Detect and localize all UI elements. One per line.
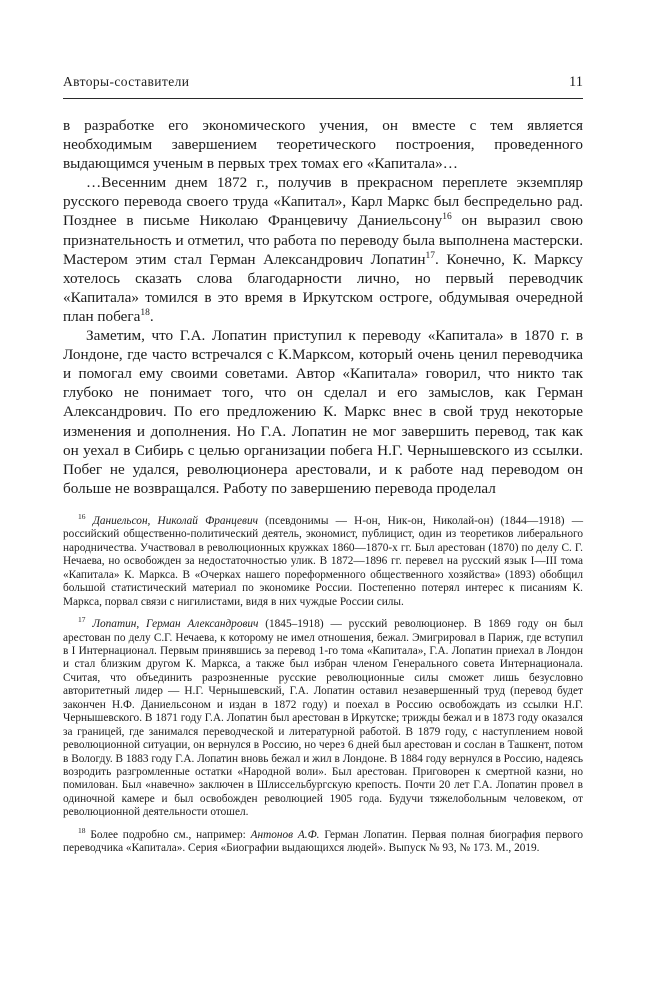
paragraph-text: . Конечно, К. Марксу хотелось сказать слова благодарности лично, но первый переводчик «Капитала» томился в это время в Иркутском остроге, обдумывая очередной план побега bbox=[63, 250, 583, 325]
running-header bbox=[63, 74, 583, 99]
footnote-marker: 16 bbox=[78, 512, 86, 522]
footnote-marker: 17 bbox=[78, 615, 86, 625]
footnote-ref-16: 16 bbox=[442, 212, 452, 223]
paragraph-text: он выразил свою признательность и отметил, что работа по переводу была выполнена мастерски. Мастером этим стал Герман Александрович Лопатин bbox=[63, 212, 583, 268]
paragraph: Заметим, что Г.А. Лопатин приступил к переводу «Капитала» в 1870 г. в Лондоне, где часто встречался с К.Марксом, который очень ценил переводчика и помогал ему своими советами. Автор «Капитала» говорил, что никто так глубоко не понимает того, что он сделал и его замыслов, как Герман Александрович. По его предложению К. Маркс внес в свой труд некоторые изменения и дополнения. Но Г.А. Лопатин не мог завершить перевод, так как он уехал в Сибирь с целью организации побега Н.Г. Чернышевского из ссылки. Побег не удался, революционера арестовали, и к работе над переводом он больше не возвращался. Работу по завершению перевода проделал bbox=[63, 327, 583, 497]
footnote-pre: Более подробно см., например: bbox=[90, 828, 251, 841]
running-header-title: Авторы-составители bbox=[63, 74, 190, 89]
paragraph-text: …Весенним днем 1872 г., получив в прекрасном переплете экземпляр русского перевода своего труда «Капитал», Карл Маркс был беспредельно рад. Позднее в письме Николаю Францевичу Даниельсону bbox=[63, 174, 583, 230]
footnote-ref-18: 18 bbox=[140, 307, 150, 318]
footnote-ref-17: 17 bbox=[425, 250, 435, 261]
footnote-text: (псевдонимы — Н-он, Ник-он, Николай-он) (1844—1918) — российский общественно-политический деятель, экономист, публицист, один из теоретиков либерального народничества. Участвовал в революционных кружках 1860—1870-х гг. Был арестован (1870) по делу С. Г. Нечаева, но освобожден за недостаточностью улик. В 1872—1896 гг. перевел на русский язык I—III тома «Капитала» К. Маркса. В «Очерках нашего пореформенного общественного хозяйства» (1893) обобщил большой статистический материал по экономике России. Постепенно потерял интерес к писаниям К. Маркса, порвал связи с нигилистами, видя в них чуждые России силы. bbox=[63, 514, 584, 608]
footnote-16 bbox=[63, 512, 584, 609]
main-text bbox=[63, 116, 583, 498]
footnote-lead: Даниельсон, Николай Францевич bbox=[92, 514, 258, 527]
footnote-text: Герман Лопатин. Первая полная биография первого переводчика «Капитала». Серия «Биографии выдающихся людей». Выпуск № 93, № 173. М., 2019. bbox=[63, 828, 583, 855]
paragraph-continuation: в разработке его экономического учения, он вместе с тем является необходимым завершением теоретического построения, проведенного выдающимся ученым в первых трех томах его «Капитала»… bbox=[63, 117, 583, 173]
footnote-lead: Лопатин, Герман Александрович bbox=[92, 618, 259, 631]
footnote-text: (1845–1918) — русский революционер. В 1869 году он был арестован по делу С.Г. Нечаева, к которому не имел отношения, бежал. Эмигрировал в Париж, где вступил в I Интернационал. Первым принявшись за перевод 1-го тома «Капитала», Г.А. Лопатин приехал в Лондон и стал близким другом К. Маркса, а также был избран членом Генерального совета Интернационала. Считая, что объединить разрозненные русские революционные силы сможет лишь безусловно авторитетный лидер — Н.Г. Чернышевский, Г.А. Лопатин оставил незавершенный труд (перевод будет закончен Н.Ф. Даниельсоном и издан в 1872 году) и поехал в Россию освобождать из ссылки Н.Г. Чернышевского. В 1871 году Г.А. Лопатин был арестован в Иркутске; трижды бежал и в 1873 году оказался за границей, где занимался переводческой и литературной работой. В 1879 году, с наступлением новой революционной ситуации, он вернулся в Россию, но через 6 дней был арестован и сослан в Ташкент, потом в Вологду. В 1883 году Г.А. Лопатин вновь бежал и жил в Лондоне. В 1884 году вернулся в Россию, надеясь возродить разгромленные остатки «Народной воли». Был арестован. Приговорен к смертной казни, но помилован. Был «навечно» заключен в Шлиссельбургскую крепость. Почти 20 лет Г.А. Лопатин провел в одиночной камере и был освобожден революцией 1905 года. Будучи тяжелобольным человеком, от революционной деятельности отошел. bbox=[63, 618, 583, 819]
footnote-lead: Антонов А.Ф. bbox=[250, 828, 320, 841]
footnotes-section bbox=[63, 512, 584, 856]
footnote-marker: 18 bbox=[78, 826, 86, 836]
page-number: 11 bbox=[569, 74, 583, 90]
footnote-18 bbox=[63, 826, 583, 856]
paragraph-text: . bbox=[149, 307, 154, 325]
paragraph bbox=[63, 173, 583, 326]
footnote-17 bbox=[63, 615, 583, 820]
